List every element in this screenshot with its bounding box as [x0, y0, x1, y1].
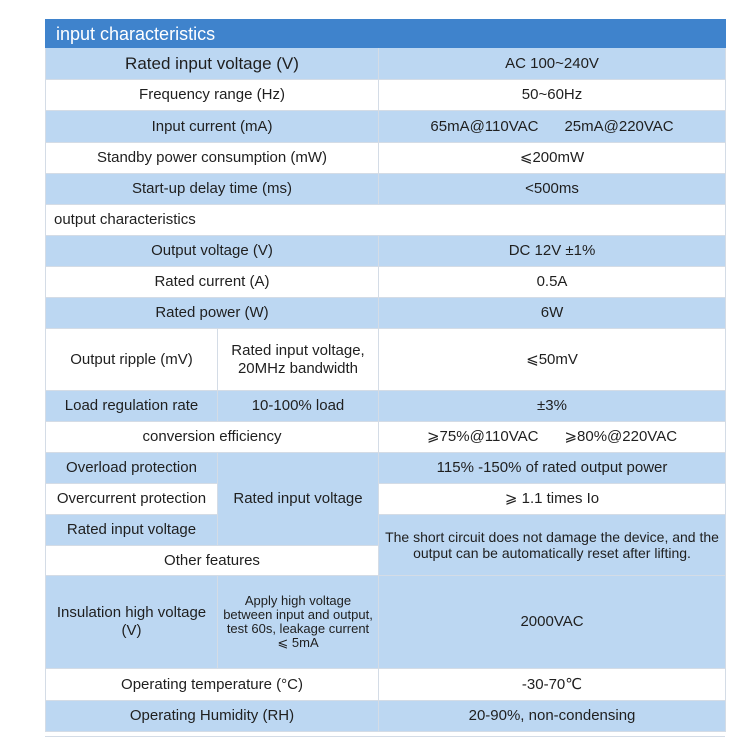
- load-regulation-label: Load regulation rate: [46, 391, 218, 422]
- output-header-row: [46, 205, 726, 236]
- startup-delay-label: Start-up delay time (ms): [46, 174, 379, 205]
- output-voltage-value: DC 12V ±1%: [379, 236, 726, 267]
- overcurrent-protection-label: Overcurrent protection: [46, 484, 218, 515]
- input-current-label: Input current (mA): [46, 111, 379, 143]
- insulation-value: 2000VAC: [379, 576, 726, 669]
- short-circuit-label: Rated input voltage: [46, 515, 218, 546]
- temperature-label: Operating temperature (°C): [46, 669, 379, 701]
- efficiency-value: [379, 422, 726, 453]
- efficiency-110: ⩾75%@110VAC: [426, 428, 539, 445]
- load-regulation-condition: 10-100% load: [218, 391, 379, 422]
- startup-delay-value: <500ms: [379, 174, 726, 205]
- other-features-label: Other features: [46, 546, 379, 576]
- short-circuit-value: The short circuit does not damage the device, and the output can be automatically reset after lifting.: [379, 515, 726, 576]
- table-row: [46, 267, 726, 298]
- overload-protection-value: 115% -150% of rated output power: [379, 453, 726, 484]
- insulation-label: Insulation high voltage (V): [46, 576, 218, 669]
- table-row: [46, 236, 726, 267]
- standby-power-label: Standby power consumption (mW): [46, 143, 379, 174]
- insulation-condition: Apply high voltage between input and output, test 60s, leakage current ⩽ 5mA: [218, 576, 379, 669]
- bottom-divider: [45, 736, 725, 737]
- output-section-title: output characteristics: [46, 205, 726, 236]
- table-row: [46, 174, 726, 205]
- table-row: [46, 701, 726, 732]
- efficiency-220: ⩾80%@220VAC: [564, 428, 678, 445]
- table-row: [46, 48, 726, 80]
- input-current-220: 25mA@220VAC: [564, 117, 674, 135]
- table-row: [46, 576, 726, 669]
- rated-current-value: 0.5A: [379, 267, 726, 298]
- frequency-range-value: 50~60Hz: [379, 80, 726, 111]
- temperature-value: -30-70℃: [379, 669, 726, 701]
- rated-power-label: Rated power (W): [46, 298, 379, 329]
- output-voltage-label: Output voltage (V): [46, 236, 379, 267]
- table-row: [46, 80, 726, 111]
- overcurrent-protection-value: ⩾ 1.1 times Io: [379, 484, 726, 515]
- table-row: [46, 515, 726, 546]
- table-row: [46, 111, 726, 143]
- input-current-110: 65mA@110VAC: [430, 117, 539, 135]
- overload-protection-label: Overload protection: [46, 453, 218, 484]
- table-row: [46, 669, 726, 701]
- spec-sheet: [45, 19, 725, 732]
- input-section-title: input characteristics: [46, 20, 726, 48]
- output-ripple-condition: Rated input voltage, 20MHz bandwidth: [218, 329, 379, 391]
- protection-condition: Rated input voltage: [218, 453, 379, 546]
- rated-power-value: 6W: [379, 298, 726, 329]
- spec-table: [45, 19, 726, 732]
- load-regulation-value: ±3%: [379, 391, 726, 422]
- table-row: [46, 143, 726, 174]
- table-row: [46, 391, 726, 422]
- humidity-value: 20-90%, non-condensing: [379, 701, 726, 732]
- table-row: [46, 453, 726, 484]
- output-ripple-label: Output ripple (mV): [46, 329, 218, 391]
- standby-power-value: ⩽200mW: [379, 143, 726, 174]
- rated-current-label: Rated current (A): [46, 267, 379, 298]
- efficiency-label: conversion efficiency: [46, 422, 379, 453]
- input-current-value: [379, 111, 726, 143]
- frequency-range-label: Frequency range (Hz): [46, 80, 379, 111]
- table-row: [46, 422, 726, 453]
- rated-input-voltage-label: Rated input voltage (V): [46, 48, 379, 80]
- rated-input-voltage-value: AC 100~240V: [379, 48, 726, 80]
- table-row: [46, 484, 726, 515]
- output-ripple-value: ⩽50mV: [379, 329, 726, 391]
- table-row: [46, 329, 726, 391]
- humidity-label: Operating Humidity (RH): [46, 701, 379, 732]
- table-row: [46, 298, 726, 329]
- input-header-row: [46, 20, 726, 48]
